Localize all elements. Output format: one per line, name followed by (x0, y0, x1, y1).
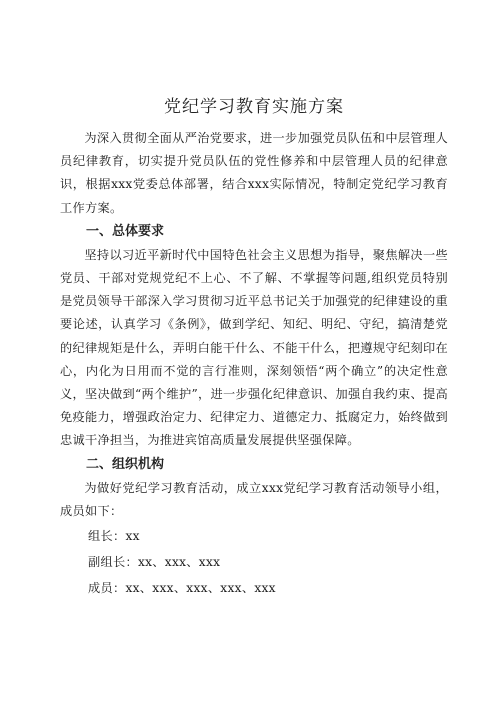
members-line: 成员：xx、xxx、xxx、xxx、xxx (88, 581, 276, 596)
organization-paragraph: 为做好党纪学习教育活动，成立xxx党纪学习教育活动领导小组，成员如下： (60, 480, 448, 518)
document-page (60, 92, 448, 601)
general-requirements-paragraph: 坚持以习近平新时代中国特色社会主义思想为指导，聚焦解决一些党员、干部对党规党纪不上心、不了解、不掌握等问题,组织党员特别是党员领导干部深入学习贯彻习近平总书记关于加强党的纪律建设的重要论述，认真学习《条例》，做到学纪、知纪、明纪、守纪，搞清楚党的纪律规矩是什么，弄明白能干什么、不能干什么，把遵规守纪刻印在心，内化为日用而不觉的言行准则，深刻领悟“两个确立”的决定性意义，坚决做到“两个维护”，进一步强化纪律意识、加强自我约束、提高免疫能力，增强政治定力、纪律定力、道德定力、抵腐定力，始终做到忠诚干净担当，为推进宾馆高质量发展提供坚强保障。 (60, 247, 448, 448)
section-heading-general-requirements: 一、总体要求 (86, 223, 165, 239)
leader-line: 组长：xx (88, 529, 140, 544)
document-title: 党纪学习教育实施方案 (164, 97, 344, 117)
section-heading-organization: 二、组织机构 (86, 456, 165, 472)
deputy-leader-line: 副组长：xx、xxx、xxx (88, 555, 221, 570)
intro-paragraph: 为深入贯彻全面从严治党要求，进一步加强党员队伍和中层管理人员纪律教育，切实提升党员队伍的党性修养和中层管理人员的纪律意识，根据xxx党委总体部署，结合xxx实际情况，特制定党纪学习教育工作方案。 (60, 131, 448, 215)
